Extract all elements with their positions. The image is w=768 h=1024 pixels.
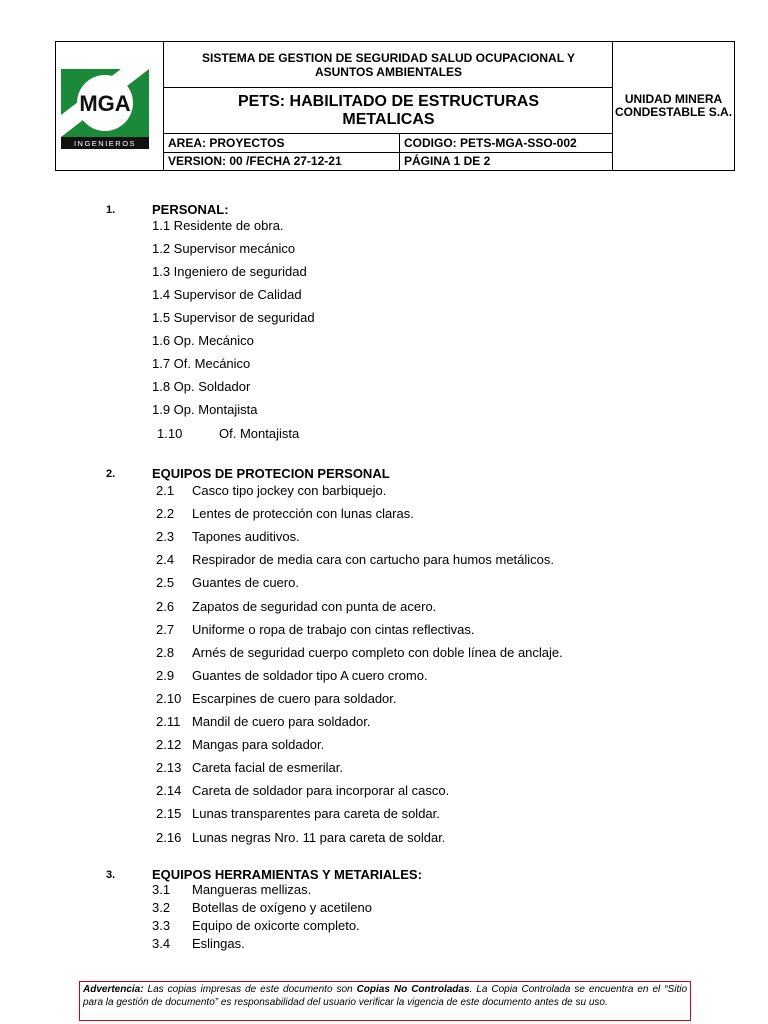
list-item: 1.7 Of. Mecánico — [152, 356, 251, 371]
codigo-label: CODIGO: PETS-MGA-SSO-002 — [404, 136, 577, 150]
list-item-number: 2.11 — [156, 714, 181, 729]
list-item-text: Of. Montajista — [219, 426, 300, 441]
list-item-text: Mandil de cuero para soldador. — [192, 714, 371, 729]
list-item-text: Respirador de media cara con cartucho para humos metálicos. — [192, 552, 555, 568]
list-item-number: 2.14 — [156, 783, 182, 799]
list-item-number: 2.5 — [156, 575, 175, 591]
list-item-text: Guantes de cuero. — [192, 575, 299, 591]
header-row-area — [164, 134, 613, 153]
list-item-number: 2.9 — [156, 667, 175, 683]
list-item: 1.6 Op. Mecánico — [152, 333, 254, 348]
list-item-text: Botellas de oxígeno y acetileno — [192, 900, 372, 915]
section-number: 3. — [106, 869, 116, 881]
list-item-number: 2.7 — [156, 621, 175, 637]
system-title: SISTEMA DE GESTION DE SEGURIDAD SALUD OCUPACIONAL Y ASUNTOS AMBIENTALES — [164, 42, 613, 88]
list-item-text: Lunas transparentes para careta de soldar. — [192, 806, 440, 822]
list-item-number: 2.8 — [156, 644, 175, 660]
list-item: 1.9 Op. Montajista — [152, 402, 258, 417]
list-item-number: 3.4 — [152, 936, 171, 951]
warning-label: Advertencia: — [83, 984, 144, 995]
list-item-number: 3.1 — [152, 882, 171, 897]
list-item-text: Equipo de oxicorte completo. — [192, 918, 360, 933]
pagina-label: PÁGINA 1 DE 2 — [404, 154, 491, 168]
section-number: 2. — [106, 468, 116, 480]
list-item: 1.3 Ingeniero de seguridad — [152, 264, 307, 279]
list-item-number: 3.3 — [152, 918, 171, 933]
list-item-number: 2.1 — [156, 483, 175, 498]
mga-logo — [61, 69, 149, 149]
list-item: 1.4 Supervisor de Calidad — [152, 287, 302, 302]
warning-text-2: . La Copia Controlada se encuentra en el “Sitio para la gestión de documento” es responsabilidad del usuario verificar la vigencia de este documento antes de su uso. — [83, 984, 688, 1008]
logo-sub: INGENIEROS — [73, 139, 137, 148]
list-item-text: Arnés de seguridad cuerpo completo con doble línea de anclaje. — [192, 644, 563, 660]
list-item-number: 2.6 — [156, 598, 175, 614]
list-item-text: Lunas negras Nro. 11 para careta de soldar. — [192, 829, 446, 845]
list-item: 1.8 Op. Soldador — [152, 379, 251, 394]
company-name: UNIDAD MINERA CONDESTABLE S.A. — [614, 92, 733, 119]
logo-cell — [56, 42, 164, 170]
list-item-text: Escarpines de cuero para soldador. — [192, 690, 397, 706]
list-item: 1.2 Supervisor mecánico — [152, 241, 296, 256]
list-item-number: 3.2 — [152, 900, 171, 915]
logo-brand: MGA — [79, 91, 131, 116]
document-header — [55, 41, 735, 171]
warning-text-1: Las copias impresas de este documento son — [143, 984, 357, 995]
header-row-version — [164, 152, 613, 170]
section-title: EQUIPOS DE PROTECION PERSONAL — [152, 466, 390, 481]
list-item-text: Guantes de soldador tipo A cuero cromo. — [192, 667, 428, 683]
section-title: PERSONAL: — [152, 202, 229, 217]
list-item-text: Casco tipo jockey con barbiquejo. — [192, 483, 387, 498]
list-item-text: Uniforme o ropa de trabajo con cintas reflectivas. — [192, 621, 475, 637]
list-item: 1.5 Supervisor de seguridad — [152, 310, 315, 325]
list-item-text: Eslingas. — [192, 936, 245, 951]
list-item-number: 1.10 — [157, 426, 183, 441]
list-item-number: 2.15 — [156, 806, 182, 822]
list-item-number: 2.2 — [156, 506, 175, 522]
list-item-text: Mangueras mellizas. — [192, 882, 312, 897]
list-item-number: 2.12 — [156, 737, 182, 753]
list-item-text: Tapones auditivos. — [192, 529, 300, 545]
list-item-number: 2.13 — [156, 760, 182, 776]
list-item-text: Lentes de protección con lunas claras. — [192, 506, 414, 522]
section-title: EQUIPOS HERRAMIENTAS Y METARIALES: — [152, 867, 422, 882]
list-item: 1.1 Residente de obra. — [152, 218, 284, 233]
version-label: VERSION: 00 /FECHA 27-12-21 — [164, 152, 400, 170]
pets-title: PETS: HABILITADO DE ESTRUCTURAS METALICAS — [164, 88, 613, 134]
list-item-text: Mangas para soldador. — [192, 737, 325, 753]
list-item-text: Careta de soldador para incorporar al casco. — [192, 783, 450, 799]
list-item-number: 2.16 — [156, 829, 182, 845]
area-label: AREA: PROYECTOS — [164, 134, 400, 152]
list-item-text: Careta facial de esmerilar. — [192, 760, 344, 776]
list-item-number: 2.4 — [156, 552, 175, 568]
list-item-number: 2.3 — [156, 529, 175, 545]
warning-notice — [79, 981, 691, 1021]
warning-bold: Copias No Controladas — [356, 984, 470, 995]
header-center — [164, 42, 613, 170]
section-number: 1. — [106, 204, 116, 216]
list-item-text: Zapatos de seguridad con punta de acero. — [192, 598, 437, 614]
list-item-number: 2.10 — [156, 690, 182, 706]
